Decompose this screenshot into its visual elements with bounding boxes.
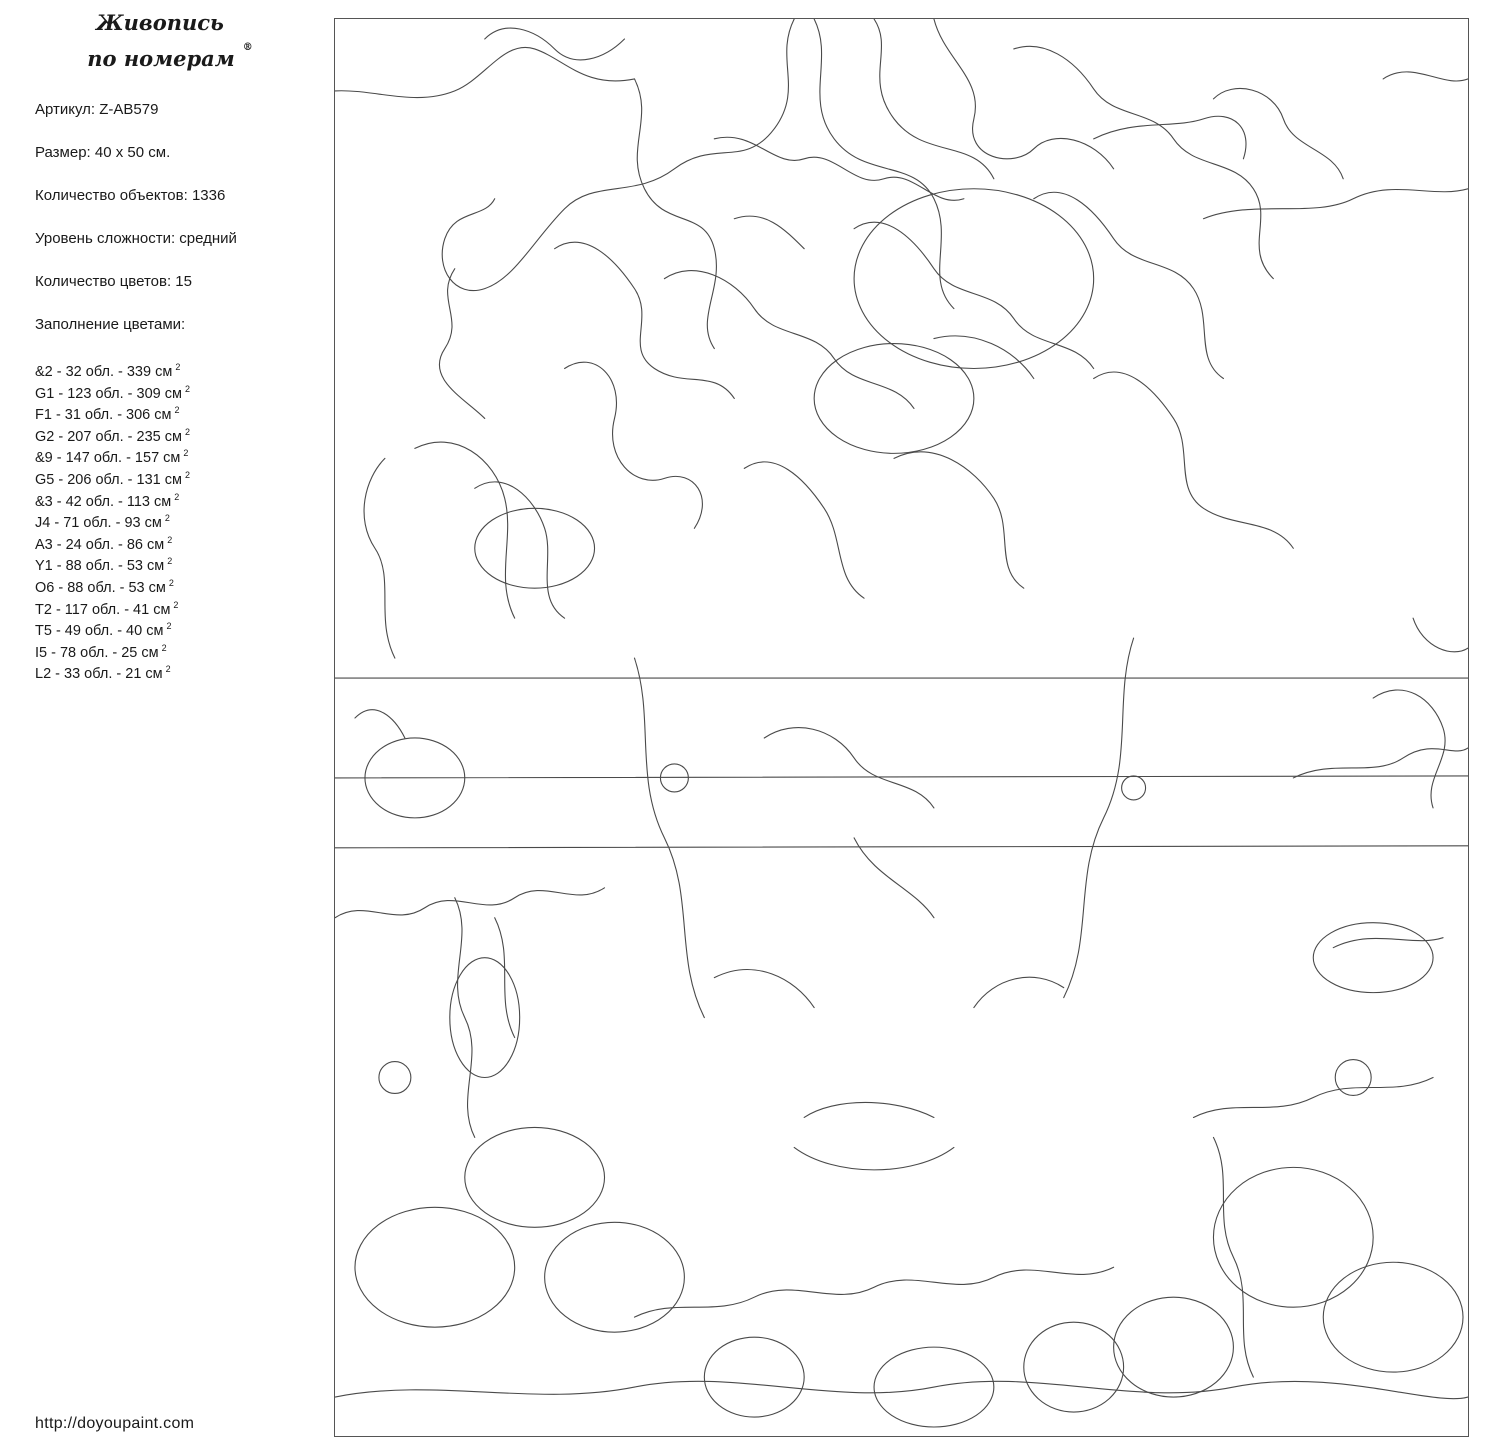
canvas-size: Размер: 40 x 50 см. xyxy=(35,144,171,161)
color-entry: &3 - 42 обл. - 113 см $^2$ xyxy=(35,491,180,510)
color-entry: T2 - 117 обл. - 41 см $^2$ xyxy=(35,599,179,618)
fill-heading: Заполнение цветами: xyxy=(35,316,186,333)
registered-mark: ® xyxy=(242,42,253,53)
color-entry: Y1 - 88 обл. - 53 см $^2$ xyxy=(35,556,173,575)
painting-outline xyxy=(335,19,1468,1436)
color-entry: L2 - 33 обл. - 21 см $^2$ xyxy=(35,664,171,683)
color-entry: &9 - 147 обл. - 157 см $^2$ xyxy=(35,448,189,467)
color-entry: T5 - 49 обл. - 40 см $^2$ xyxy=(35,621,172,640)
color-fill-list xyxy=(35,357,190,681)
color-entry: F1 - 31 обл. - 306 см $^2$ xyxy=(35,405,180,424)
brand-title xyxy=(0,6,320,75)
color-entry: G5 - 206 обл. - 131 см $^2$ xyxy=(35,469,190,488)
color-count: Количество цветов: 15 xyxy=(35,273,192,290)
color-entry: A3 - 24 обл. - 86 см $^2$ xyxy=(35,534,173,553)
article-number: Артикул: Z-AB579 xyxy=(35,101,159,118)
color-entry: G2 - 207 обл. - 235 см $^2$ xyxy=(35,426,190,445)
color-entry: O6 - 88 обл. - 53 см $^2$ xyxy=(35,577,174,596)
color-entry: &2 - 32 обл. - 339 см $^2$ xyxy=(35,362,181,380)
info-sidebar xyxy=(0,0,320,1453)
brand-title-line2: по номерам xyxy=(87,46,235,71)
outline-canvas xyxy=(334,18,1469,1437)
difficulty-level: Уровень сложности: средний xyxy=(35,230,237,247)
color-entry: G1 - 123 обл. - 309 см $^2$ xyxy=(35,383,190,402)
object-count: Количество объектов: 1336 xyxy=(35,187,226,204)
product-info xyxy=(35,100,237,358)
website-link[interactable]: http://doyoupaint.com xyxy=(35,1415,195,1432)
color-entry: J4 - 71 обл. - 93 см $^2$ xyxy=(35,513,170,532)
color-entry: I5 - 78 обл. - 25 см $^2$ xyxy=(35,642,167,661)
brand-title-line1: Живопись xyxy=(96,10,224,35)
